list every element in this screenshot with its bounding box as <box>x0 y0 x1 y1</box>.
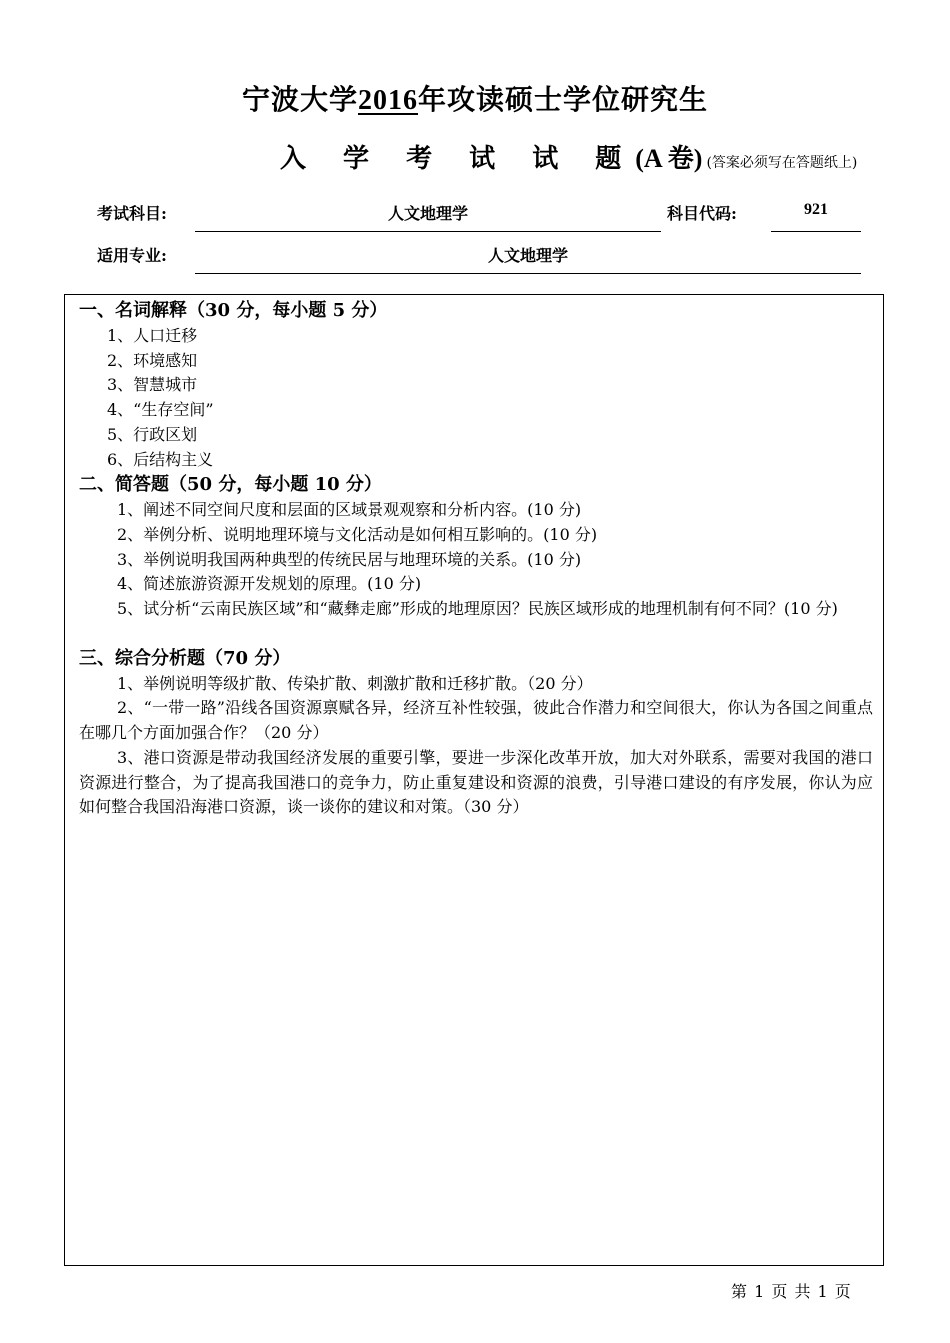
term-item: 5、行政区划 <box>107 424 198 444</box>
section-heading-3: 三、综合分析题（70 分） <box>79 647 291 669</box>
question-content <box>79 298 873 820</box>
question-item: 3、举例说明我国两种典型的传统民居与地理环境的关系。(10 分) <box>117 549 582 569</box>
question-box <box>64 294 884 1266</box>
term-item: 1、人口迁移 <box>107 326 198 345</box>
question-item: 5、试分析“云南民族区域”和“藏彝走廊”形成的地理原因？民族区域形成的地理机制有何不同？(10 分) <box>117 599 838 619</box>
question-item: 2、举例分析、说明地理环境与文化活动是如何相互影响的。(10 分) <box>117 524 598 544</box>
subtitle-note: (答案必须写在答题纸上) <box>706 155 858 171</box>
major-label: 适用专业: <box>97 246 167 265</box>
title-suffix: 年攻读硕士学位研究生 <box>418 83 709 116</box>
code-label: 科目代码: <box>667 204 737 223</box>
title-year: 2016 <box>358 85 418 116</box>
code-underline <box>771 231 861 232</box>
section-heading-1: 一、名词解释（30 分，每小题 5 分） <box>79 300 388 321</box>
major-underline <box>195 273 861 274</box>
question-item: 1、举例说明等级扩散、传染扩散、刺激扩散和迁移扩散。（20 分） <box>117 673 593 693</box>
term-item: 6、后结构主义 <box>107 449 214 469</box>
subject-underline <box>195 231 661 232</box>
section-heading-2: 二、简答题（50 分，每小题 10 分） <box>79 474 382 496</box>
exam-title <box>0 78 950 118</box>
question-item: 3、港口资源是带动我国经济发展的重要引擎，要进一步深化改革开放，加大对外联系，需要对我国的港口资源进行整合，为了提高我国港口的竞争力，防止重复建设和资源的浪费，引导港口建设的有序发展，你认为应如何整合我国沿海港口资源，谈一谈你的建议和对策。（30 分） <box>79 747 873 817</box>
subtitle-paper: (A 卷) <box>635 144 703 173</box>
term-item: 4、“生存空间” <box>107 400 214 420</box>
question-item: 2、“一带一路”沿线各国资源禀赋各异，经济互补性较强，彼此合作潜力和空间很大，你认为各国之间重点在哪几个方面加强合作？（20 分） <box>79 698 873 743</box>
term-item: 3、智慧城市 <box>107 375 198 395</box>
section-gap <box>79 622 873 646</box>
title-prefix: 宁波大学 <box>241 83 358 116</box>
major-value: 人文地理学 <box>487 246 568 265</box>
page-number: 第 1 页 共 1 页 <box>731 1282 852 1301</box>
code-value: 921 <box>804 201 828 218</box>
subtitle-main: 入 学 考 试 试 题 <box>280 144 636 174</box>
question-item: 1、阐述不同空间尺度和层面的区域景观观察和分析内容。(10 分) <box>117 500 582 520</box>
exam-subtitle <box>280 138 857 175</box>
subject-value: 人文地理学 <box>387 204 468 223</box>
question-item: 4、简述旅游资源开发规划的原理。(10 分) <box>117 574 422 594</box>
subject-label: 考试科目: <box>97 204 167 223</box>
term-item: 2、环境感知 <box>107 350 198 370</box>
